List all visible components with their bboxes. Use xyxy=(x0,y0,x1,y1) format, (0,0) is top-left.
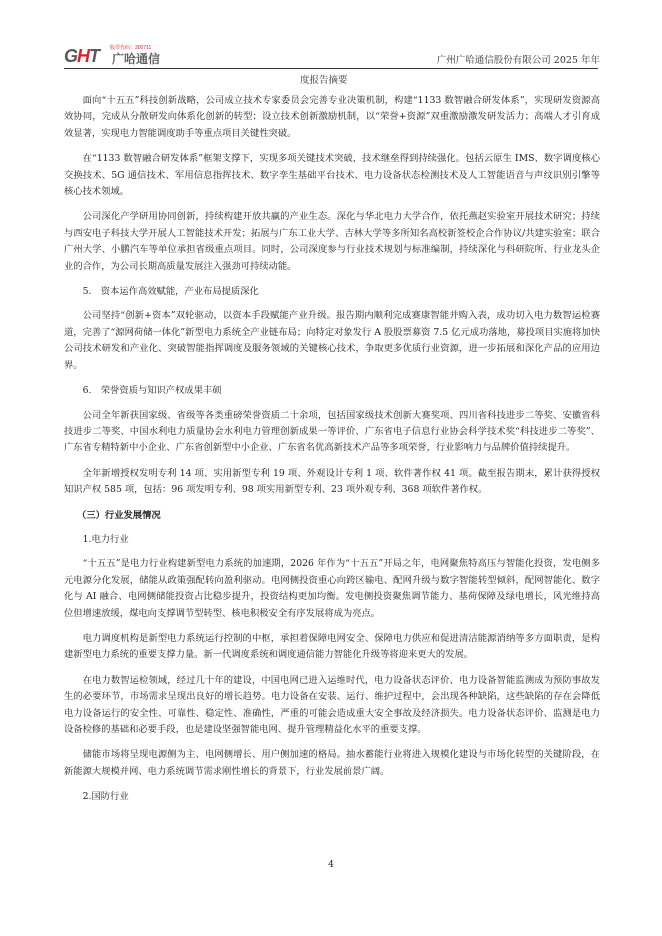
paragraph-capital: 公司坚持“创新+资本”双轮驱动，以资本手段赋能产业升级。报告期内顺利完成赛康智能并购入表，成功切入电力数智运检赛道，完善了“源网荷储一体化”新型电力系统全产业链布局；向特定对象发行 A 股股票募资 7.5 亿元成功落地，募投项目实施将加快公司技术研发和产业化、突破智能指挥调度及服务领域的关键核心技术，争取更多优质行业资源，进一步拓展和深化产品的应用边界。 xyxy=(64,310,600,371)
paragraph-energy-storage: 储能市场将呈现电源侧为主、电网侧增长、用户侧加速的格局。抽水蓄能行业将进入规模化建设与市场化转型的关键阶段，在新能源大规模并网、电力系统调节需求刚性增长的背景下，行业发展前景广阔。 xyxy=(64,749,600,777)
page-number: 4 xyxy=(328,860,334,870)
paragraph-rd-strategy: 面向“十五五”科技创新战略，公司成立技术专家委员会完善专业决策机制，构建“1133 数智融合研发体系”，实现研发资源高效协同，完成从分散研发向体系化创新的转型；设立技术创新激励机制，以“荣誉+资源”双重激励激发研发活力；高端人才引育成效显著，实现电力智能调度助手等重点项目关键性突破。 xyxy=(64,95,600,139)
document-body xyxy=(64,93,600,814)
logo-company-name: 广哈通信 xyxy=(112,52,161,66)
heading-industry-development: （三）行业发展情况 xyxy=(77,509,161,521)
company-logo xyxy=(64,44,204,66)
paragraph-power-inspection: 在电力数智运检领域，经过几十年的建设，中国电网已进入运维时代，电力设备状态评价、电力设备智能监测成为预防事故发生的必要环节，市场需求呈现出良好的增长趋势。电力设备在安装、运行、维护过程中，会出现各种缺陷，这些缺陷的存在会降低电力设备运行的安全性、可靠性、稳定性、准确性，严重的可能会造成重大安全事故及经济损失。电力设备状态评价、监测是电力设备检修的基础和必要手段，也是建设坚强智能电网、提升管理精益化水平的重要支撑。 xyxy=(64,674,600,735)
paragraph-patents: 全年新增授权发明专利 14 项、实用新型专利 19 项、外观设计专利 1 项、软件著作权 41 项。截至报告期末，累计获得授权知识产权 585 项，包括：96 项发明专利、98 项实用新型专利、23 项外观专利、368 项软件著作权。 xyxy=(64,467,600,496)
paragraph-power-dispatch: 电力调度机构是新型电力系统运行控制的中枢，承担着保障电网安全、保障电力供应和促进清洁能源消纳等多方面职责，是构建新型电力系统的重要支撑力量。新一代调度系统和调度通信能力智能化升级等将迎来更大的发展。 xyxy=(64,632,600,661)
paragraph-tech-breakthrough: 在“1133 数智融合研发体系”框架支撑下，实现多项关键技术突破，技术继垒得到持续强化。包括云原生 IMS、数字调度核心交换技术、5G 通信技术、军用信息指挥技术、数字孪生基础平台技术、电力设备状态检测技术及人工智能语音与声纹识别引擎等核心技术领域。 xyxy=(64,153,600,198)
header-title: 广州广哈通信股份有限公司 2025 年年 xyxy=(436,55,600,66)
heading-defense-industry: 2.国防行业 xyxy=(82,791,129,803)
heading-honors-ip: 6. 荣誉资质与知识产权成果丰硕 xyxy=(82,385,222,397)
header-divider xyxy=(64,68,598,69)
header-subtitle: 度报告摘要 xyxy=(300,75,348,86)
logo-stock-code: 股票代码：300711 xyxy=(110,45,152,51)
paragraph-honors: 公司全年新获国家级、省级等各类重磅荣誉资质二十余项，包括国家级技术创新大赛奖项、四川省科技进步二等奖、安徽省科技进步二等奖、中国水利电力质量协会水利电力管理创新成果一等评价、广东省电子信息行业协会科学技术奖“科技进步二等奖”、广东省专精特新中小企业、广东省创新型中小企业、广东省名优高新技术产品等多项荣誉，行业影响力与品牌价值持续提升。 xyxy=(64,409,600,454)
paragraph-industry-academia: 公司深化产学研用协同创新，持续构建开放共赢的产业生态。深化与华北电力大学合作，依托燕赵实验室开展技术研究；持续与西安电子科技大学开展人工智能技术开发；拓展与广东工业大学、吉林大学等多所知名高校新签校企合作协议/共建实验室；联合广州大学、小鹏汽车等单位承担省级重点项目。同时，公司深度参与行业技术规划与标准编制，持续深化与科研院所、行业龙头企业的合作，为公司长期高质量发展注入强劲可持续动能。 xyxy=(64,211,600,272)
heading-power-industry: 1.电力行业 xyxy=(82,533,129,545)
paragraph-power-investment: “十五五”是电力行业构建新型电力系统的加速期，2026 年作为“十五五”开局之年，电网聚焦特高压与智能化投资，发电侧多元电源分化发展，储能从政策强配转向盈利驱动。电网侧投资重心向跨区输电、配网升级与数字智能转型倾斜，配网智能化、数字化与 AI 融合、电网侧储能投资占比稳步提升，投资结构更加均衡。发电侧投资聚焦调节能力、基荷保障及绿电增长，风光维持高位但增速放缓，煤电向支撑调节型转型、核电积极安全有序发展将成为亮点。 xyxy=(64,558,600,619)
logo-mark: GHT xyxy=(64,46,100,66)
heading-capital-operations: 5. 资本运作高效赋能，产业布局提质深化 xyxy=(82,286,259,298)
